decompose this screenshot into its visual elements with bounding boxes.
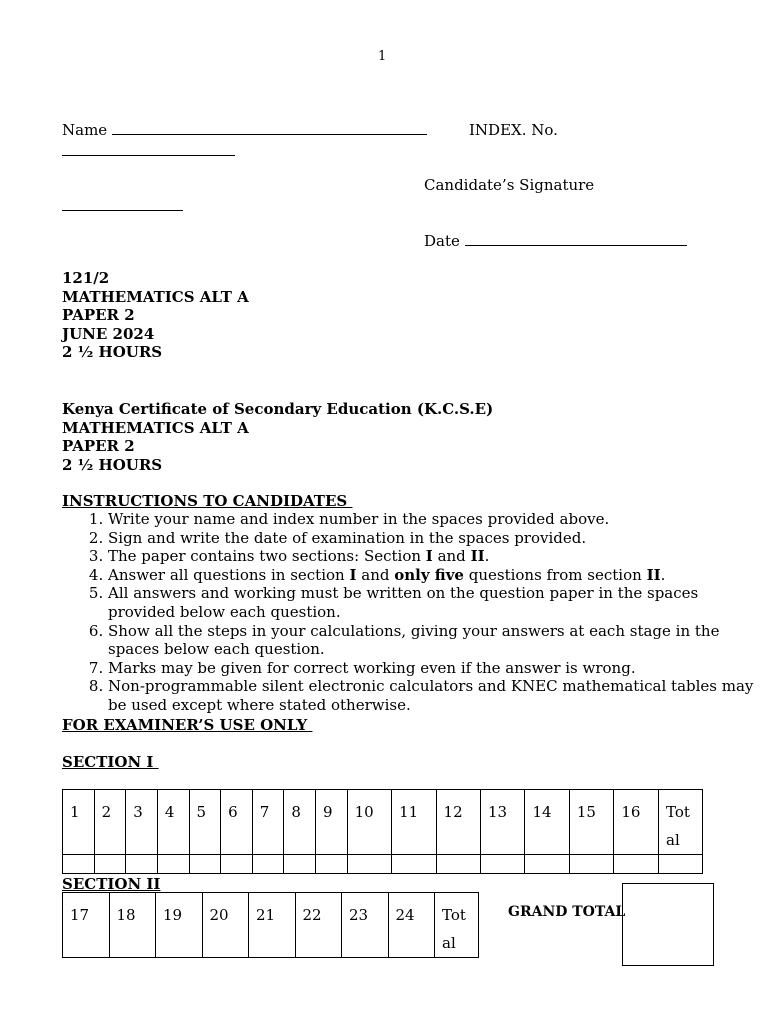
exam-duration: 2 ½ HOURS bbox=[62, 455, 163, 474]
date-label: Date bbox=[424, 232, 460, 250]
score-cell[interactable] bbox=[189, 855, 221, 874]
score-header-cell: 12 bbox=[436, 790, 480, 855]
score-cell[interactable] bbox=[252, 855, 284, 874]
score-cell[interactable] bbox=[157, 855, 189, 874]
score-header-cell: 18 bbox=[109, 893, 156, 958]
instruction-item: 6. Show all the steps in your calculations, giving your answers at each stage in the spaces below each question. bbox=[108, 622, 758, 659]
grand-total-box[interactable] bbox=[622, 883, 714, 966]
section2-title: SECTION II bbox=[62, 875, 161, 893]
score-header-cell: 8 bbox=[284, 790, 316, 855]
instructions-list bbox=[62, 510, 758, 715]
instruction-item: 7. Marks may be given for correct working even if the answer is wrong. bbox=[108, 659, 758, 678]
score-header-cell: 1 bbox=[63, 790, 95, 855]
score-header-cell: 13 bbox=[480, 790, 524, 855]
exam-info bbox=[62, 400, 493, 474]
score-header-cell: 2 bbox=[94, 790, 126, 855]
paper-code: 121/2 bbox=[62, 269, 110, 287]
score-header-cell: 9 bbox=[316, 790, 348, 855]
index-field[interactable] bbox=[62, 138, 235, 156]
score-header-cell: 4 bbox=[157, 790, 189, 855]
instruction-item: 4. Answer all questions in section I and only five questions from section II. bbox=[108, 566, 758, 585]
score-header-cell: 3 bbox=[126, 790, 158, 855]
name-row bbox=[62, 121, 427, 139]
score-header-cell: 6 bbox=[221, 790, 253, 855]
section1-title: SECTION I bbox=[62, 753, 159, 771]
instruction-item: 1. Write your name and index number in the spaces provided above. bbox=[108, 510, 758, 529]
score-header-cell: 11 bbox=[392, 790, 436, 855]
instruction-item: 2. Sign and write the date of examination in the spaces provided. bbox=[108, 529, 758, 548]
score-header-cell: 24 bbox=[388, 893, 435, 958]
score-header-cell: 14 bbox=[525, 790, 569, 855]
signature-label: Candidate’s Signature bbox=[424, 176, 595, 194]
instruction-item: 5. All answers and working must be written on the question paper in the spaces provided below each question. bbox=[108, 584, 758, 621]
score-header-cell: 5 bbox=[189, 790, 221, 855]
grand-total-label: GRAND TOTAL bbox=[508, 904, 626, 920]
date-field[interactable] bbox=[465, 245, 687, 246]
score-header-cell: 22 bbox=[295, 893, 342, 958]
instruction-item: 3. The paper contains two sections: Section I and II. bbox=[108, 547, 758, 566]
paper-subject: MATHEMATICS ALT A bbox=[62, 287, 249, 306]
instructions-title: INSTRUCTIONS TO CANDIDATES bbox=[62, 492, 353, 510]
name-field[interactable] bbox=[112, 134, 427, 135]
exam-subject: MATHEMATICS ALT A bbox=[62, 418, 249, 437]
score-cell[interactable] bbox=[436, 855, 480, 874]
paper-date: JUNE 2024 bbox=[62, 324, 155, 343]
score-header-cell: 17 bbox=[63, 893, 110, 958]
section2-score-table bbox=[62, 892, 479, 958]
score-header-cell: 23 bbox=[342, 893, 389, 958]
paper-info bbox=[62, 269, 249, 362]
paper-duration: 2 ½ HOURS bbox=[62, 343, 163, 361]
section1-score-table bbox=[62, 789, 703, 874]
signature-field[interactable] bbox=[62, 193, 183, 211]
score-cell[interactable] bbox=[126, 855, 158, 874]
score-cell[interactable] bbox=[614, 855, 659, 874]
score-cell[interactable] bbox=[221, 855, 253, 874]
score-cell[interactable] bbox=[284, 855, 316, 874]
exam-title: Kenya Certificate of Secondary Education (K.C.S.E) bbox=[62, 400, 494, 418]
paper-number: PAPER 2 bbox=[62, 306, 135, 324]
score-cell[interactable] bbox=[63, 855, 95, 874]
name-label: Name bbox=[62, 121, 108, 139]
score-cell[interactable] bbox=[569, 855, 613, 874]
score-cell[interactable] bbox=[480, 855, 524, 874]
examiner-title: FOR EXAMINER’S USE ONLY bbox=[62, 716, 313, 734]
score-header-cell: 15 bbox=[569, 790, 613, 855]
score-header-cell: 21 bbox=[249, 893, 296, 958]
date-row bbox=[424, 232, 687, 250]
score-header-cell: 7 bbox=[252, 790, 284, 855]
score-cell[interactable] bbox=[525, 855, 569, 874]
score-cell[interactable] bbox=[94, 855, 126, 874]
score-cell[interactable] bbox=[316, 855, 348, 874]
index-label: INDEX. No. bbox=[469, 121, 558, 139]
score-cell[interactable] bbox=[392, 855, 436, 874]
exam-paper: PAPER 2 bbox=[62, 437, 135, 455]
score-cell[interactable] bbox=[347, 855, 391, 874]
score-total-cell[interactable] bbox=[659, 855, 703, 874]
score-header-cell: 19 bbox=[156, 893, 203, 958]
page-number: 1 bbox=[378, 49, 387, 64]
instruction-item: 8. Non-programmable silent electronic calculators and KNEC mathematical tables may be used except where stated otherwise. bbox=[108, 677, 758, 714]
score-header-cell: 20 bbox=[202, 893, 249, 958]
score-header-cell: 10 bbox=[347, 790, 391, 855]
score-header-total: Total bbox=[659, 790, 703, 855]
score-header-cell: 16 bbox=[614, 790, 659, 855]
score-header-total: Total bbox=[435, 893, 479, 958]
